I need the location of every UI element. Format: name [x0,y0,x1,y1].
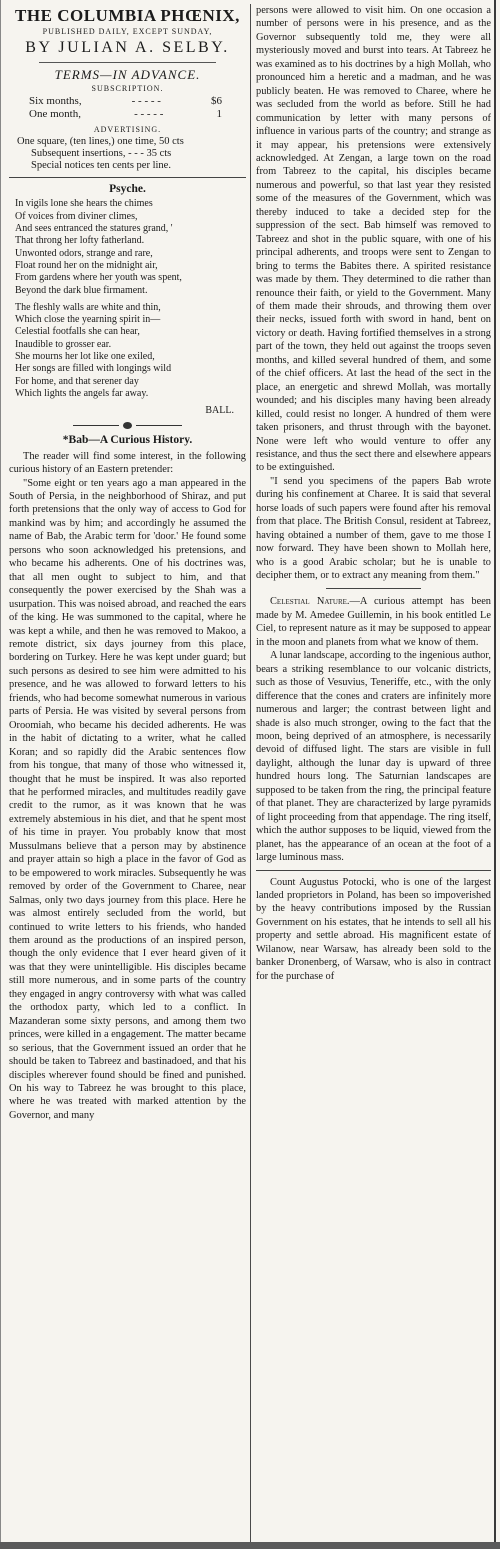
potocki-paragraph: Count Augustus Potocki, who is one of the largest landed proprietors in Poland, has been so impoverished by the heavy contributions imposed by the Russian Government on his estates, that he intends to sell all his property and settle abroad. His magnificent estate of Wilanow, near Warsaw, has already been sold to the banker Dronenberg, of Warsaw, who is also in contract for the purchase of [256,876,491,982]
masthead-title: THE COLUMBIA PHŒNIX, [15,6,240,25]
rate-value: 1 [216,108,222,120]
page-edge-right [494,0,496,1549]
poem-line: Which close the yearning spirit in— [15,314,161,326]
divider [256,870,491,871]
ad-line: One square, (ten lines,) one time, 50 cts [17,136,184,147]
ad-line: Subsequent insertions, - - - 35 cts [31,148,172,159]
masthead-byline: BY JULIAN A. SELBY. [25,39,230,56]
rate-dots: - - - - - [134,108,164,120]
rate-dots: - - - - - [131,95,161,107]
article-title: *Bab—A Curious History. [62,434,193,447]
poem-line: Her songs are filled with longings wild [15,363,172,375]
poem-line: Beyond the dark blue firmament. [15,284,148,296]
right-column [256,0,491,1549]
celestial-paragraph: A lunar landscape, according to the ingenious author, bears a striking resemblance to our volcanic districts, such as those of Vesuvius, Teneriffe, etc., with the only difference that the cones and craters are infinitely more numerous and larger; the contrast between light and shade is also much stronger, owing to the fact that the moon, being deprived of an atmosphere, is necessarily devoid of diffused light. The stars are visible in full daylight, although the lunar day is upward of three hundred hours long. The Saturnian landscapes are supposed to be taken from the ring, the principal feature of that planet. They are characterized by large pyramids of light proceeding from that appendage. The ring itself, which the author supposes to be liquid, viewed from the planet, has the appearance of an ocean at the foot of a large luminous mass. [256,650,491,864]
poem-line: In vigils lone she hears the chimes [15,198,153,210]
poem-title: Psyche. [109,183,146,195]
divider [9,177,246,178]
terms-block [9,66,246,95]
ornament-dot [123,422,132,429]
article-paragraph: persons were allowed to visit him. On one occasion a number of persons were in his presence, and as the Governor subsequently told me, they were all mysteriously moved and burst into tears. At Tabreez he was examined as to his doctrines by a high Mollah, who pronounced him a heretic and a madman, and he was publicly beaten. He was removed to Charee, where he was secluded from the world as before. Still he had communication by letter with many persons of influence in various parts of the country; and strange as it may appear, his pretensions were extensively acknowledged. At Zengan, a large town on the road from Tabreez to the capital, his disciples became numerous and powerful, so that last year they resisted some of the measures of the Government, which was thereby induced to take a decided step for the suppression of the sect. Bab himself was removed to Tabreez and shot in the public square, with one of his principal adherents, and troops were sent to Zengan to bring to terms the Babites there. A spirited resistance was made by them. They determined to die rather than renounce their faith, or yield to the Government. Many of them made their shrouds, and throwing them over their necks, issued forth with sword in hand, bent on victory or death. Having fortified themselves in a strong part of the town, they held out against the troops seven months, and killed several hundred of them, and some of the chief officers. At last the head of the sect in the place, an energetic and shrewd Mollah, was mortally wounded; and his disciples many having been already killed, could resist no longer. A hundred of them were taken prisoners, and thrust through with the bayonet. None were left who would venture to offer any resistance, and thus the sect there and elsewhere appears to be extinguished. [256,5,491,474]
poem-line: From gardens where her youth was spent, [15,272,182,284]
rate-label: Six months, [29,95,82,107]
rate-row [9,95,246,108]
ornament-rule [73,425,119,426]
divider [39,62,216,63]
subscription-label: SUBSCRIPTION. [91,84,164,93]
poem-line: The fleshly walls are white and thin, [15,301,161,313]
celestial-heading: Celestial Nature. [270,596,350,608]
masthead [9,6,246,59]
rate-label: One month, [29,108,81,120]
celestial-intro: —A curious attempt has been made by M. Amedee Guillemin, in his book entitled Le Ciel, to represent nature as it may be supposed to appear in the moon and planets from what we know of them. [256,596,491,648]
poem-line: Unwonted odors, strange and rare, [15,247,153,259]
poem-line: Celestial footfalls she can hear, [15,326,140,338]
poem-stanza [15,198,246,296]
page-edge-left [0,0,1,1549]
poem-line: Which lights the angels far away. [15,387,149,399]
poem-signature: BALL. [205,405,234,417]
celestial-paragraph [256,595,491,649]
poem-line: Of voices from diviner climes, [15,210,138,222]
left-column [9,0,246,1549]
poem-line: For home, and that serener day [15,375,139,387]
article-paragraph: The reader will find some interest, in the following curious history of an Eastern pretender: [9,450,246,476]
poem-stanza [15,302,246,400]
column-rule [250,4,251,1542]
poem-line: That throng her lofty fatherland. [15,235,145,247]
poem-line: She mourns her lot like one exiled, [15,351,155,363]
poem-line: Float round her on the midnight air, [15,259,158,271]
rate-value: $6 [211,95,222,107]
poem [9,198,246,400]
ornament-rule [136,425,182,426]
divider [326,588,421,589]
article-paragraph: "I send you specimens of the papers Bab wrote during his confinement at Charee. It is said that several horse loads of such papers were found after his removal from that place. The British Consul, resident at Tabreez, having obtained a number of them, gave to me those I now forward. They have been shown to Mollah here, who is a good Arabic scholar; but he is unable to decipher them, or to extract any meaning from them." [256,475,491,582]
rate-row [9,108,246,121]
masthead-published: PUBLISHED DAILY, EXCEPT SUNDAY, [42,27,213,36]
ad-line: Special notices ten cents per line. [31,160,171,171]
article-paragraph: "Some eight or ten years ago a man appeared in the South of Persia, in the neighborhood of Shiraz, and put forth pretensions that the only way of access to God for mankind was by him; and accordingly he assumed the name of Bab, the Arabic term for 'door.' He found some persons who soon acknowledged his pretensions, and who became his adherents. One of his doctrines was, that all men ought to subject to him, and that consequently the power exercised by the Shah was a usurpation. This was noised abroad, and reached the ears of the king. He was summoned to the capital, where he was kept a while, and then he was removed to Makoo, a remote district, six days journey from this place, bordering on Turkey. Here he was kept under guard; but such persons as desired to see him were admitted to his presence, and he was allowed to forward letters to his friends, who had become somewhat numerous in various parts of Persia. He was visited by several persons from Oroomiah, who became his decided adherents. He was in the habit of dictating to a writer, what he called Koran; and so rapidly did the Arabic sentences flow from his tongue, that many of those who witnessed it, thought that he must be inspired. It was also reported that he performed miracles, and multitudes readily gave credit to the rumor, as it was known that he was extremely abstemious in his diet, and that he spent most of his time in prayer. You probably know that most Mussulmans believe that a person may by abstinence and prayer attain so high a place in the favor of God as to be empowered to work miracles. Subsequently he was removed by order of the Government to Charee, near Salmas, only two days journey from this place. Here he was almost entirely secluded from the world, but continued to write letters to his friends, who handed them around as the productions of an inspired person, though the only evidence that I ever heard given of it was that they were unintelligible. His disciples became still more numerous, and in some parts of the country they engaged in angry controversy with what was called the orthodox party, which led to a conflict. In Mazanderan some sixty persons, and among them two princes, were killed in a engagement. The matter became so serious, that the Government issued an order that he should be taken to Tabreez and bastinadoed, and that his disciples wherever found should be fined and punished. On his way to Tabreez he was brought to this place, where he was treated with marked attention by the Governor, and many [9,477,246,1121]
section-ornament [9,422,246,429]
poem-line: And sees entranced the statures grand, ' [15,223,173,235]
advertising-label: ADVERTISING. [93,125,162,134]
page-edge-bottom [0,1542,500,1549]
poem-line: Inaudible to grosser ear. [15,338,112,350]
terms-heading: TERMS—IN ADVANCE. [54,67,201,82]
